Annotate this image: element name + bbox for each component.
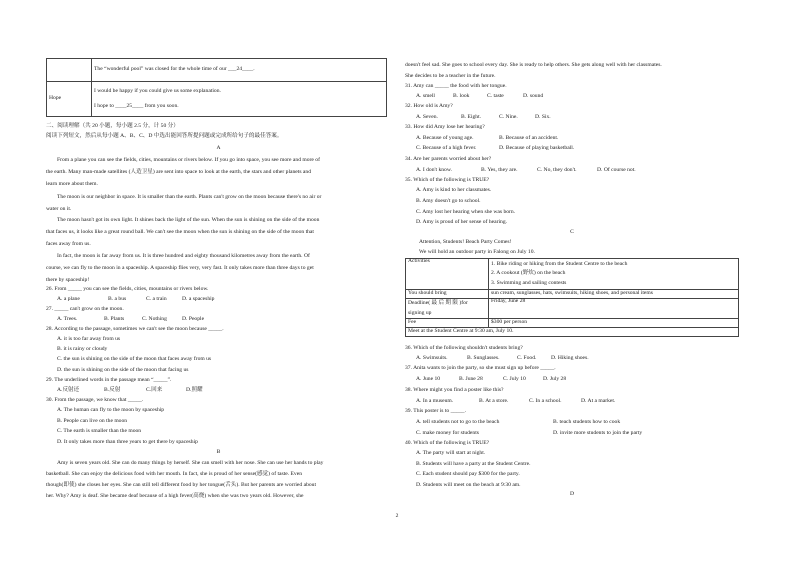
passage-label: B xyxy=(216,449,221,455)
option: B. People can live on the moon xyxy=(57,418,128,424)
option: A. it is too far away from us xyxy=(57,336,121,342)
paragraph-line: Amy is seven years old. She can do many things by herself. She can smell with her nose. She can use her hands to play xyxy=(57,460,324,466)
question-stem: 26. From _____ you can see the fields, cities, mountains or rivers below. xyxy=(46,286,209,292)
option: D. sound xyxy=(523,93,544,99)
option: A. Because of young age. xyxy=(416,135,474,141)
option: D. Amy is proud of her sense of hearing. xyxy=(416,219,508,225)
option: D. At a market. xyxy=(581,398,616,404)
paragraph-line: that faces us, it looks like a great round ball. We can't see the moon when the sun is shining on the side of the moon that xyxy=(46,229,314,235)
option: A. smell xyxy=(416,93,435,99)
option: C. Nothing xyxy=(142,316,167,322)
table-cell: The “wonderful pool” was closed for the whole time of our ___24____. xyxy=(92,59,387,82)
option: D. Students will meet on the beach at 9:30 am. xyxy=(416,482,521,488)
paragraph-line: She decides to be a teacher in the future. xyxy=(405,73,496,79)
option: A.反射还 xyxy=(57,387,80,393)
option: D. the sun is shining on the side of the moon that facing us xyxy=(57,367,189,373)
question-stem: 36. Which of the following shouldn't students bring? xyxy=(405,345,523,351)
option: B. a bus xyxy=(108,296,127,302)
option: C. In a school. xyxy=(529,398,562,404)
option: D. invite more students to join the party xyxy=(553,430,643,436)
option: D. Of course not. xyxy=(597,167,636,173)
option: D. Hiking shoes. xyxy=(551,355,589,361)
paragraph-line: From a plane you can see the fields, cities, mountains or rivers below. If you go into space, you see more and more of xyxy=(57,157,320,163)
poster-table xyxy=(405,258,739,337)
question-stem: 31. Amy can _____ the food with her tongue. xyxy=(405,83,507,89)
paragraph-line: water on it. xyxy=(46,206,72,212)
paragraph-line: In fact, the moon is far away from us. It is three hundred and eighty thousand kilometres away from the earth. Of xyxy=(57,253,310,259)
table-cell: Friday, June 28 xyxy=(489,299,739,319)
poster-intro: We will hold an outdoor party in Falong on July 10. xyxy=(419,249,535,255)
option: D. It only takes more than three years to get there by spaceship xyxy=(57,439,198,445)
table-cell: I would be happy if you could give us some explanation. I hope to ____25____ from you soon. xyxy=(92,82,387,117)
paragraph-line: there by spaceship! xyxy=(46,277,90,283)
option: D. Six. xyxy=(535,114,551,120)
table-cell: sun cream, sunglasses, hats, swimsuits, hiking shoes, and personal items xyxy=(489,290,739,299)
option: B. Yes, they are. xyxy=(481,167,518,173)
section-instruction: 阅读下列短文，然后从每小题 A、B、C、D 中选出能回答所提问题或完成所给句子的最佳答案。 xyxy=(46,133,283,139)
paragraph-line: The moon is our neighbor in space. It is smaller than the earth. Plants can't grow on the moon because there's no air or xyxy=(57,194,322,200)
question-stem: 39. This poster is to _____. xyxy=(405,408,466,414)
passage-label: C xyxy=(570,229,574,235)
option: A. Trees. xyxy=(57,316,78,322)
page-number: 2 xyxy=(395,513,399,519)
option: A. June 10 xyxy=(416,376,441,382)
option: D. July 28 xyxy=(543,376,567,382)
paragraph-line: The moon hasn't got its own light. It shines back the light of the sun. When the sun is shining on the side of the moon xyxy=(57,217,320,223)
paragraph-line: basketball. She can enjoy the delicious food with her mouth. In fact, she is proud of her sense(感觉) of taste. Even xyxy=(46,471,303,477)
paragraph-line: course, we can fly to the moon in a spaceship. A spaceship flies very, very fast. It only takes more than three days to get xyxy=(46,265,314,271)
option: C. taste xyxy=(487,93,504,99)
option: B. Because of an accident. xyxy=(499,135,559,141)
passage-label: D xyxy=(569,491,575,497)
question-stem: 33. How did Amy lose her hearing? xyxy=(405,124,485,130)
option: A. The human can fly to the moon by spaceship xyxy=(57,407,165,413)
paragraph-line: her. Why? Amy is deaf. She became deaf because of a high fever(高烧) when she was two years old. However, she xyxy=(46,493,304,499)
section-heading: 二、阅读理解（共 20 小题，每小题 2.5 分，计 50 分） xyxy=(46,123,179,129)
option: A. In a museum. xyxy=(416,398,454,404)
question-stem: 30. From the passage, we know that _____. xyxy=(46,397,144,403)
option: A. Swimsuits. xyxy=(416,355,448,361)
option: D. People xyxy=(182,316,205,322)
question-stem: 37. Anita wants to join the party, so she must sign up before _____. xyxy=(405,365,556,371)
continuation-table xyxy=(46,58,387,117)
option: B. look xyxy=(453,93,470,99)
question-stem: 27. _____ can't grow on the moon. xyxy=(46,306,124,312)
option: C. Food. xyxy=(517,355,537,361)
option: C. Because of a high fever. xyxy=(416,145,477,151)
question-stem: 40. Which of the following is TRUE? xyxy=(405,440,490,446)
option: C. Amy lost her hearing when she was born. xyxy=(416,209,516,215)
paragraph-line: though(即使) she closes her eyes. She can still tell different food by her tongue(舌头). But her parents are worried about xyxy=(46,482,317,488)
option: A. I don't know. xyxy=(416,167,452,173)
option: C. a train xyxy=(146,296,167,302)
table-category: Hope xyxy=(47,82,92,117)
paragraph-line: the earth. Many man-made satellites (人造卫星) are sent into space to look at the earth, the stars and other planets and xyxy=(46,169,311,175)
table-label: Deadline( 最 后 期 限 )for signing up xyxy=(406,299,489,319)
option: D. a spaceship xyxy=(182,296,215,302)
table-label: Activities xyxy=(406,259,489,290)
option: B. Sunglasses. xyxy=(467,355,500,361)
option: C.回来 xyxy=(146,387,163,393)
paragraph-line: doesn't feel sad. She goes to school every day. She is ready to help others. She gets along well with her classmates. xyxy=(405,62,662,68)
paragraph-line: faces away from us. xyxy=(46,241,91,247)
table-cell: $300 per person xyxy=(489,319,739,328)
option: B. At a store. xyxy=(479,398,509,404)
option: B. Amy doesn't go to school. xyxy=(416,198,481,204)
option: A. a plane xyxy=(57,296,80,302)
option: B. Eight. xyxy=(461,114,482,120)
table-cell: Meet at the Student Centre at 9:30 am, July 10. xyxy=(406,328,739,337)
question-stem: 38. Where might you find a poster like this? xyxy=(405,387,504,393)
table-cell: 1. Bike riding or hiking from the Student Centre to the beach 2. A cookout (野炊) on the beach 3. Swimming and sailing contests xyxy=(489,259,739,290)
option: C. July 10 xyxy=(503,376,526,382)
passage-label: A xyxy=(216,145,221,151)
option: D. Because of playing basketball. xyxy=(499,145,575,151)
option: C. The earth is smaller than the moon xyxy=(57,428,142,434)
question-stem: 32. How old is Amy? xyxy=(405,103,453,109)
option: C. make money for students xyxy=(416,430,479,436)
option: A. Amy is kind to her classmates. xyxy=(416,187,492,193)
option: B. June 28 xyxy=(459,376,483,382)
option: B. Students will have a party at the Student Centre. xyxy=(416,461,531,467)
option: C. the sun is shining on the side of the moon that faces away from us xyxy=(57,356,212,362)
option: C. Nine. xyxy=(499,114,518,120)
paragraph-line: learn more about them. xyxy=(46,181,98,187)
table-label: Fee xyxy=(406,319,489,328)
table-label: You should bring xyxy=(406,290,489,299)
option: B. teach students how to cook xyxy=(553,419,621,425)
option: B.反射 xyxy=(104,387,121,393)
option: A. Seven. xyxy=(416,114,438,120)
question-stem: 34. Are her parents worried about her? xyxy=(405,156,492,162)
question-stem: 29. The underlined words in the passage mean “_____”. xyxy=(46,377,172,383)
question-stem: 35. Which of the following is TRUE? xyxy=(405,177,490,183)
option: D.照耀 xyxy=(186,387,203,393)
poster-title: Attention, Students! Beach Party Comes! xyxy=(419,239,512,245)
question-stem: 28. According to the passage, sometimes we can't see the moon because _____. xyxy=(46,326,224,332)
option: B. it is rainy or cloudy xyxy=(57,346,108,352)
option: A. tell students not to go to the beach xyxy=(416,419,500,425)
option: A. The party will start at night. xyxy=(416,450,486,456)
option: B. Plants xyxy=(104,316,125,322)
option: C. No, they don't. xyxy=(537,167,577,173)
option: C. Each student should pay $300 for the party. xyxy=(416,471,520,477)
